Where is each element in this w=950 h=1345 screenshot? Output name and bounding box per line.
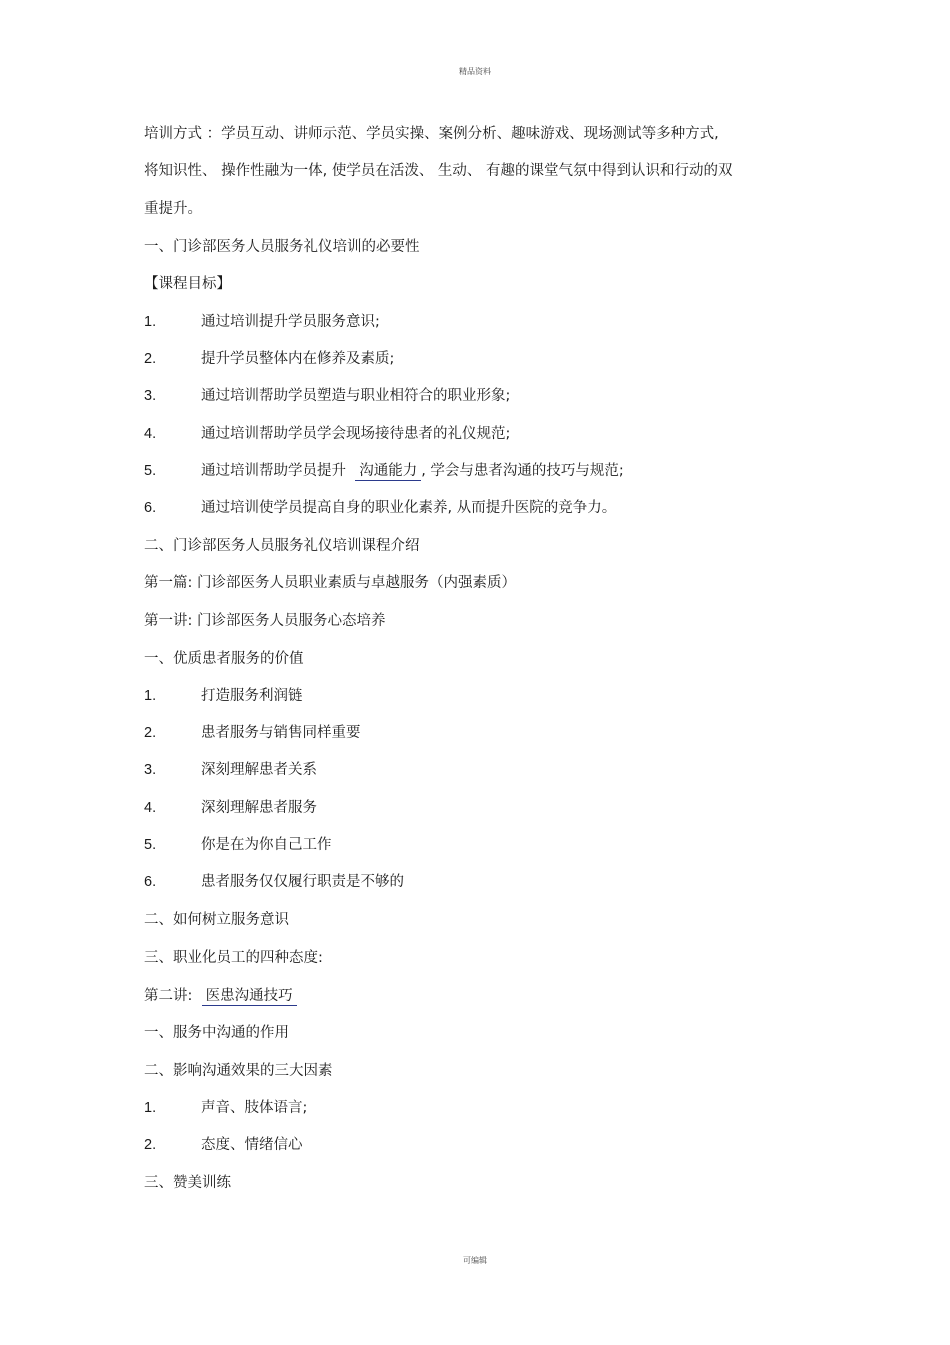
item-number: 1. <box>144 1100 157 1116</box>
lecture-2-prefix: 第二讲: <box>144 988 193 1004</box>
goal-text: 提升学员整体内在修养及素质; <box>201 351 395 367</box>
section-1-title: 一、门诊部医务人员服务礼仪培训的必要性 <box>144 239 420 255</box>
goals-heading: 【课程目标】 <box>144 276 231 292</box>
goal-text-after-link: , 学会与患者沟通的技巧与规范; <box>421 463 624 479</box>
goal-number: 6. <box>144 500 157 516</box>
goal-number: 2. <box>144 351 157 367</box>
section-2-title: 二、门诊部医务人员服务礼仪培训课程介绍 <box>144 538 420 554</box>
item-text: 深刻理解患者服务 <box>201 800 317 816</box>
item-number: 6. <box>144 874 157 890</box>
intro-line-1: 培训方式 ：学员互动、讲师示范、学员实操、案例分析、趣味游戏、现场测试等多种方式, <box>144 126 719 142</box>
goal-text: 通过培训帮助学员塑造与职业相符合的职业形象; <box>201 388 511 404</box>
item-number: 2. <box>144 725 157 741</box>
subsection-title: 三、赞美训练 <box>144 1175 231 1191</box>
doctor-patient-communication-link[interactable]: 医患沟通技巧 <box>202 988 297 1006</box>
part-1-title: 第一篇: 门诊部医务人员职业素质与卓越服务（内强素质） <box>144 575 516 591</box>
goal-number: 5. <box>144 463 157 479</box>
page-header: 精品资料 <box>459 67 491 76</box>
goal-number: 4. <box>144 426 157 442</box>
item-text: 患者服务仅仅履行职责是不够的 <box>201 874 404 890</box>
goal-text: 通过培训帮助学员学会现场接待患者的礼仪规范; <box>201 426 511 442</box>
lecture-1-title: 第一讲: 门诊部医务人员服务心态培养 <box>144 613 386 629</box>
item-number: 1. <box>144 688 157 704</box>
goal-text <box>201 461 624 481</box>
intro-line-2: 将知识性、 操作性融为一体, 使学员在活泼、 生动、 有趣的课堂气氛中得到认识和行动的双 <box>144 163 733 179</box>
item-number: 3. <box>144 762 157 778</box>
lecture-2-title <box>144 986 297 1006</box>
goal-text: 通过培训提升学员服务意识; <box>201 314 380 330</box>
subsection-title: 三、职业化员工的四种态度: <box>144 950 323 966</box>
goal-number: 3. <box>144 388 157 404</box>
subsection-title: 一、优质患者服务的价值 <box>144 651 304 667</box>
subsection-title: 一、服务中沟通的作用 <box>144 1025 289 1041</box>
item-text: 患者服务与销售同样重要 <box>201 725 361 741</box>
item-text: 深刻理解患者关系 <box>201 762 317 778</box>
item-text: 打造服务利润链 <box>201 688 303 704</box>
item-text: 你是在为你自己工作 <box>201 837 332 853</box>
item-text: 态度、情绪信心 <box>201 1137 303 1153</box>
communication-skills-link[interactable]: 沟通能力 <box>355 463 421 481</box>
item-number: 2. <box>144 1137 157 1153</box>
item-number: 5. <box>144 837 157 853</box>
subsection-title: 二、影响沟通效果的三大因素 <box>144 1063 333 1079</box>
item-text: 声音、肢体语言; <box>201 1100 308 1116</box>
goal-text-before-link: 通过培训帮助学员提升 <box>201 463 346 479</box>
intro-line-3: 重提升。 <box>144 201 202 217</box>
subsection-title: 二、如何树立服务意识 <box>144 912 289 928</box>
item-number: 4. <box>144 800 157 816</box>
goal-text: 通过培训使学员提高自身的职业化素养, 从而提升医院的竞争力。 <box>201 500 617 516</box>
goal-number: 1. <box>144 314 157 330</box>
page-footer: 可编辑 <box>463 1256 487 1265</box>
